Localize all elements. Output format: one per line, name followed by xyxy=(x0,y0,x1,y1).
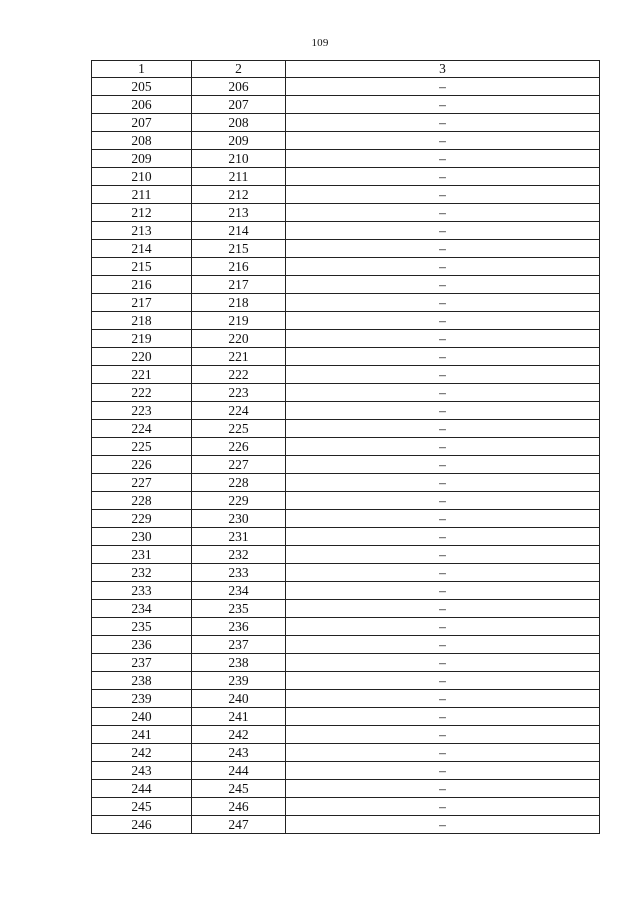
cell-col-2: 218 xyxy=(192,294,286,312)
cell-col-3: – xyxy=(286,420,600,438)
cell-col-2: 219 xyxy=(192,312,286,330)
cell-col-2: 242 xyxy=(192,726,286,744)
cell-col-1: 241 xyxy=(92,726,192,744)
cell-col-3: – xyxy=(286,546,600,564)
cell-col-2: 234 xyxy=(192,582,286,600)
cell-col-1: 210 xyxy=(92,168,192,186)
cell-col-2: 235 xyxy=(192,600,286,618)
table-row xyxy=(92,744,600,762)
page-number: 109 xyxy=(311,37,329,49)
table-row xyxy=(92,564,600,582)
table-row xyxy=(92,114,600,132)
table-row xyxy=(92,276,600,294)
cell-col-1: 205 xyxy=(92,78,192,96)
cell-col-2: 212 xyxy=(192,186,286,204)
cell-col-3: – xyxy=(286,762,600,780)
table-row xyxy=(92,600,600,618)
cell-col-1: 207 xyxy=(92,114,192,132)
cell-col-3: – xyxy=(286,474,600,492)
cell-col-3: – xyxy=(286,672,600,690)
cell-col-1: 220 xyxy=(92,348,192,366)
cell-col-3: – xyxy=(286,96,600,114)
cell-col-1: 225 xyxy=(92,438,192,456)
cell-col-2: 228 xyxy=(192,474,286,492)
cell-col-3: – xyxy=(286,528,600,546)
cell-col-2: 241 xyxy=(192,708,286,726)
table-row xyxy=(92,708,600,726)
table-row xyxy=(92,438,600,456)
cell-col-3: – xyxy=(286,600,600,618)
cell-col-1: 230 xyxy=(92,528,192,546)
cell-col-1: 224 xyxy=(92,420,192,438)
table-row xyxy=(92,186,600,204)
cell-col-1: 246 xyxy=(92,816,192,834)
table-row xyxy=(92,636,600,654)
table-row xyxy=(92,204,600,222)
cell-col-1: 240 xyxy=(92,708,192,726)
cell-col-2: 206 xyxy=(192,78,286,96)
cell-col-1: 244 xyxy=(92,780,192,798)
table-row xyxy=(92,240,600,258)
cell-col-2: 232 xyxy=(192,546,286,564)
cell-col-1: 229 xyxy=(92,510,192,528)
cell-col-1: 217 xyxy=(92,294,192,312)
column-header-3: 3 xyxy=(286,61,600,78)
cell-col-3: – xyxy=(286,168,600,186)
table-row xyxy=(92,222,600,240)
cell-col-2: 210 xyxy=(192,150,286,168)
cell-col-1: 215 xyxy=(92,258,192,276)
cell-col-2: 222 xyxy=(192,366,286,384)
cell-col-1: 223 xyxy=(92,402,192,420)
cell-col-3: – xyxy=(286,348,600,366)
cell-col-3: – xyxy=(286,132,600,150)
cell-col-2: 243 xyxy=(192,744,286,762)
table-row xyxy=(92,474,600,492)
table-row xyxy=(92,132,600,150)
cell-col-1: 245 xyxy=(92,798,192,816)
cell-col-2: 231 xyxy=(192,528,286,546)
cell-col-2: 247 xyxy=(192,816,286,834)
cell-col-3: – xyxy=(286,312,600,330)
cell-col-2: 208 xyxy=(192,114,286,132)
cell-col-1: 236 xyxy=(92,636,192,654)
cell-col-2: 226 xyxy=(192,438,286,456)
cell-col-2: 224 xyxy=(192,402,286,420)
table-row xyxy=(92,672,600,690)
cell-col-1: 239 xyxy=(92,690,192,708)
table-row xyxy=(92,546,600,564)
column-header-1: 1 xyxy=(92,61,192,78)
cell-col-3: – xyxy=(286,690,600,708)
cell-col-1: 231 xyxy=(92,546,192,564)
table-row xyxy=(92,762,600,780)
cell-col-3: – xyxy=(286,258,600,276)
table-row xyxy=(92,312,600,330)
table-row xyxy=(92,384,600,402)
cell-col-2: 229 xyxy=(192,492,286,510)
cell-col-1: 243 xyxy=(92,762,192,780)
cell-col-3: – xyxy=(286,294,600,312)
table-body xyxy=(92,78,600,834)
table-row xyxy=(92,96,600,114)
cell-col-1: 211 xyxy=(92,186,192,204)
cell-col-3: – xyxy=(286,816,600,834)
table-row xyxy=(92,582,600,600)
cell-col-3: – xyxy=(286,798,600,816)
cell-col-3: – xyxy=(286,204,600,222)
cell-col-1: 218 xyxy=(92,312,192,330)
cell-col-3: – xyxy=(286,438,600,456)
cell-col-1: 213 xyxy=(92,222,192,240)
column-header-2: 2 xyxy=(192,61,286,78)
cell-col-2: 238 xyxy=(192,654,286,672)
cell-col-1: 208 xyxy=(92,132,192,150)
cell-col-2: 207 xyxy=(192,96,286,114)
table-row xyxy=(92,510,600,528)
cell-col-3: – xyxy=(286,402,600,420)
cell-col-2: 236 xyxy=(192,618,286,636)
cell-col-3: – xyxy=(286,114,600,132)
cell-col-2: 227 xyxy=(192,456,286,474)
cell-col-2: 237 xyxy=(192,636,286,654)
cell-col-1: 222 xyxy=(92,384,192,402)
table-row xyxy=(92,168,600,186)
table-row xyxy=(92,330,600,348)
table-row xyxy=(92,726,600,744)
table-row xyxy=(92,258,600,276)
cell-col-2: 245 xyxy=(192,780,286,798)
cell-col-1: 221 xyxy=(92,366,192,384)
cell-col-2: 225 xyxy=(192,420,286,438)
cell-col-3: – xyxy=(286,384,600,402)
cell-col-2: 246 xyxy=(192,798,286,816)
table-row xyxy=(92,420,600,438)
cell-col-1: 242 xyxy=(92,744,192,762)
cell-col-1: 233 xyxy=(92,582,192,600)
table-row xyxy=(92,816,600,834)
cell-col-1: 206 xyxy=(92,96,192,114)
cell-col-2: 217 xyxy=(192,276,286,294)
table-row xyxy=(92,78,600,96)
cell-col-3: – xyxy=(286,150,600,168)
cell-col-3: – xyxy=(286,456,600,474)
cell-col-2: 240 xyxy=(192,690,286,708)
cell-col-3: – xyxy=(286,276,600,294)
cell-col-1: 237 xyxy=(92,654,192,672)
cell-col-2: 230 xyxy=(192,510,286,528)
cell-col-2: 220 xyxy=(192,330,286,348)
table-row xyxy=(92,528,600,546)
cell-col-3: – xyxy=(286,222,600,240)
table-row xyxy=(92,654,600,672)
cell-col-1: 228 xyxy=(92,492,192,510)
cell-col-1: 226 xyxy=(92,456,192,474)
data-table xyxy=(91,60,600,834)
table-row xyxy=(92,456,600,474)
table-row xyxy=(92,798,600,816)
table-row xyxy=(92,402,600,420)
cell-col-2: 211 xyxy=(192,168,286,186)
cell-col-1: 212 xyxy=(92,204,192,222)
cell-col-3: – xyxy=(286,564,600,582)
cell-col-1: 234 xyxy=(92,600,192,618)
cell-col-1: 235 xyxy=(92,618,192,636)
table-row xyxy=(92,690,600,708)
cell-col-3: – xyxy=(286,492,600,510)
table-row xyxy=(92,348,600,366)
table-row xyxy=(92,294,600,312)
cell-col-2: 209 xyxy=(192,132,286,150)
cell-col-3: – xyxy=(286,780,600,798)
cell-col-3: – xyxy=(286,744,600,762)
cell-col-2: 239 xyxy=(192,672,286,690)
cell-col-1: 209 xyxy=(92,150,192,168)
table-row xyxy=(92,780,600,798)
cell-col-2: 213 xyxy=(192,204,286,222)
cell-col-1: 227 xyxy=(92,474,192,492)
cell-col-1: 219 xyxy=(92,330,192,348)
cell-col-3: – xyxy=(286,240,600,258)
cell-col-3: – xyxy=(286,510,600,528)
cell-col-2: 215 xyxy=(192,240,286,258)
cell-col-3: – xyxy=(286,186,600,204)
cell-col-2: 233 xyxy=(192,564,286,582)
cell-col-3: – xyxy=(286,654,600,672)
cell-col-2: 214 xyxy=(192,222,286,240)
table-row xyxy=(92,150,600,168)
cell-col-2: 221 xyxy=(192,348,286,366)
cell-col-1: 232 xyxy=(92,564,192,582)
cell-col-3: – xyxy=(286,636,600,654)
table-row xyxy=(92,492,600,510)
table-header-row xyxy=(92,61,600,78)
cell-col-3: – xyxy=(286,582,600,600)
cell-col-3: – xyxy=(286,78,600,96)
cell-col-1: 216 xyxy=(92,276,192,294)
table-row xyxy=(92,366,600,384)
cell-col-3: – xyxy=(286,726,600,744)
cell-col-3: – xyxy=(286,618,600,636)
cell-col-3: – xyxy=(286,366,600,384)
cell-col-3: – xyxy=(286,330,600,348)
cell-col-2: 216 xyxy=(192,258,286,276)
cell-col-2: 223 xyxy=(192,384,286,402)
cell-col-1: 214 xyxy=(92,240,192,258)
table-row xyxy=(92,618,600,636)
cell-col-2: 244 xyxy=(192,762,286,780)
cell-col-3: – xyxy=(286,708,600,726)
cell-col-1: 238 xyxy=(92,672,192,690)
